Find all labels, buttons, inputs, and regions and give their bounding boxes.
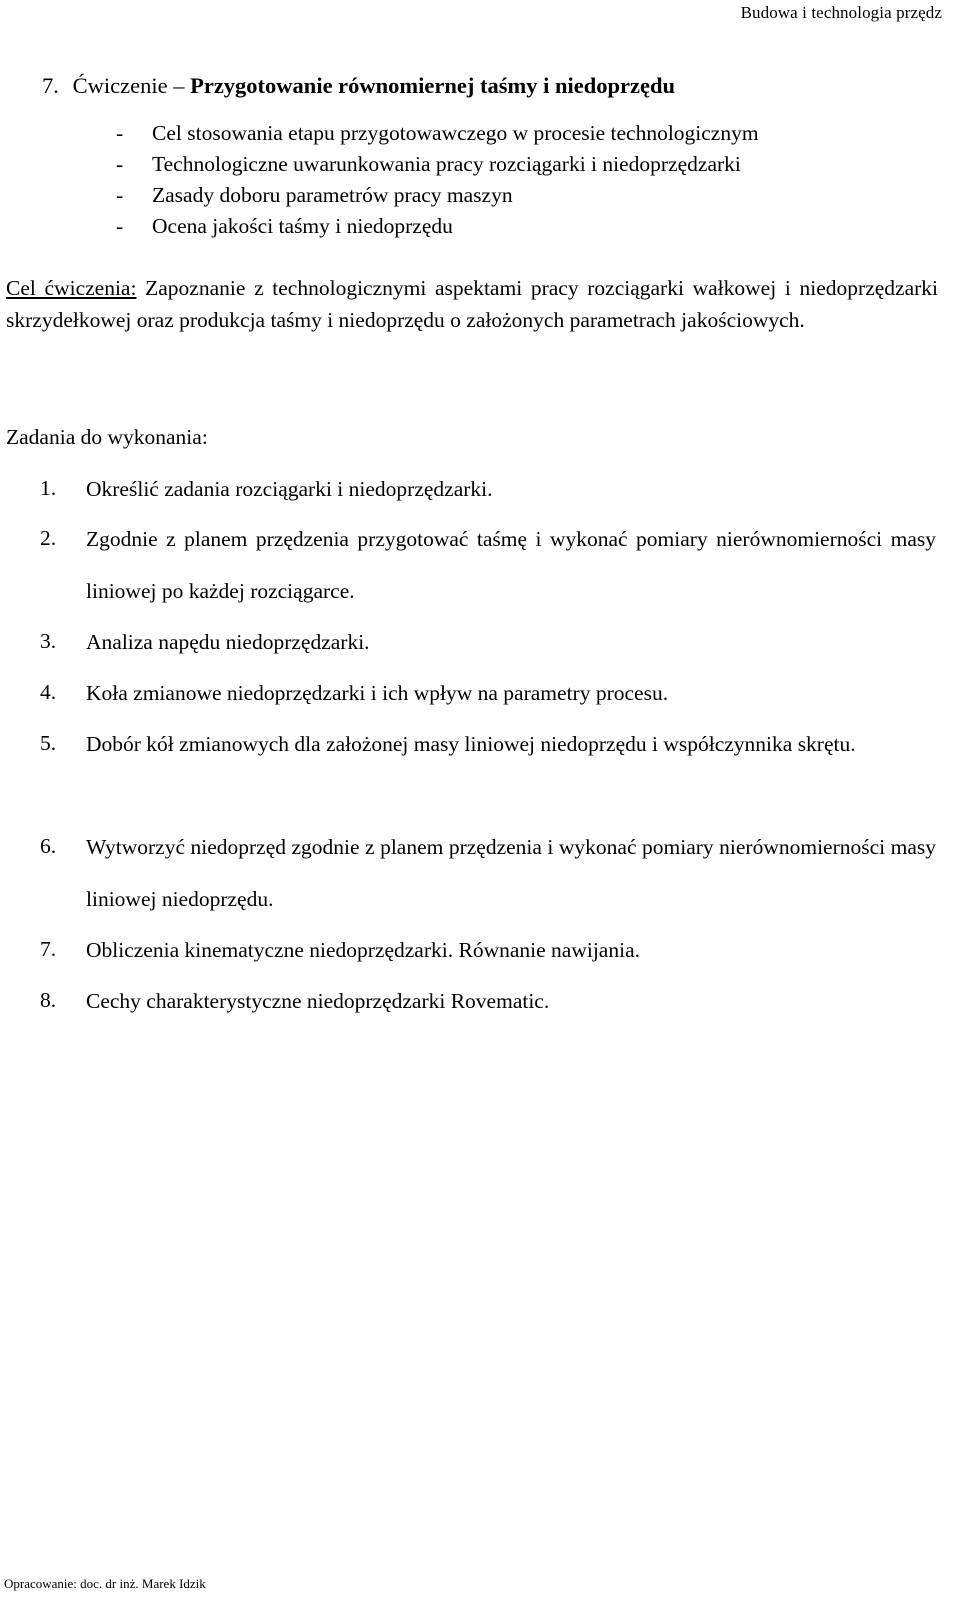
topic-marker: - [116,152,124,176]
task-text: Wytworzyć niedoprzęd zgodnie z planem przędzenia i wykonać pomiary nierównomierności masy liniowej niedoprzędu. [86,835,936,911]
section-title: Przygotowanie równomiernej taśmy i niedoprzędu [190,73,676,98]
task-number: 4. [40,680,57,704]
task-item [40,821,936,925]
task-number: 2. [40,526,57,550]
topic-marker: - [116,214,124,238]
task-item [40,937,936,963]
task-number: 7. [40,937,57,961]
topic-text: Zasady doboru parametrów pracy maszyn [152,183,513,207]
task-item [40,988,936,1014]
topic-item [116,120,759,151]
topics-list [116,120,759,244]
topic-text: Technologiczne uwarunkowania pracy rozciągarki i niedoprzędzarki [152,152,741,176]
topic-item [116,151,759,182]
topic-text: Ocena jakości taśmy i niedoprzędu [152,214,453,238]
task-text: Cechy charakterystyczne niedoprzędzarki Rovematic. [86,989,550,1013]
task-item [40,513,936,617]
goal-label: Cel ćwiczenia: [6,276,137,300]
task-item [40,629,936,655]
task-text: Obliczenia kinematyczne niedoprzędzarki. Równanie nawijania. [86,938,640,962]
task-number: 6. [40,834,57,858]
section-prefix: Ćwiczenie – [72,73,191,98]
goal-paragraph [6,272,938,336]
section-heading [42,73,675,99]
task-number: 5. [40,731,57,755]
task-item [40,718,936,770]
footer-author: Opracowanie: doc. dr inż. Marek Idzik [4,1576,206,1591]
page-header: Budowa i technologia przędz [740,3,942,22]
topic-marker: - [116,121,124,145]
task-number: 8. [40,988,57,1012]
task-text: Koła zmianowe niedoprzędzarki i ich wpływ na parametry procesu. [86,681,669,705]
topic-item [116,213,759,244]
task-text: Dobór kół zmianowych dla założonej masy liniowej niedoprzędu i współczynnika skrętu. [86,732,856,756]
task-text: Analiza napędu niedoprzędzarki. [86,630,370,654]
topic-text: Cel stosowania etapu przygotowawczego w procesie technologicznym [152,121,759,145]
topic-item [116,182,759,213]
section-number: 7. [42,73,59,98]
task-item [40,476,936,502]
task-number: 3. [40,629,57,653]
tasks-title: Zadania do wykonania: [6,425,208,449]
topic-marker: - [116,183,124,207]
goal-text: Zapoznanie z technologicznymi aspektami pracy rozciągarki wałkowej i niedoprzędzarki skrzydełkowej oraz produkcja taśmy i niedoprzędu o założonych parametrach jakościowych. [6,276,938,332]
task-item [40,680,936,706]
task-text: Określić zadania rozciągarki i niedoprzędzarki. [86,477,493,501]
task-number: 1. [40,476,57,500]
task-text: Zgodnie z planem przędzenia przygotować taśmę i wykonać pomiary nierównomierności masy liniowej po każdej rozciągarce. [86,527,936,603]
